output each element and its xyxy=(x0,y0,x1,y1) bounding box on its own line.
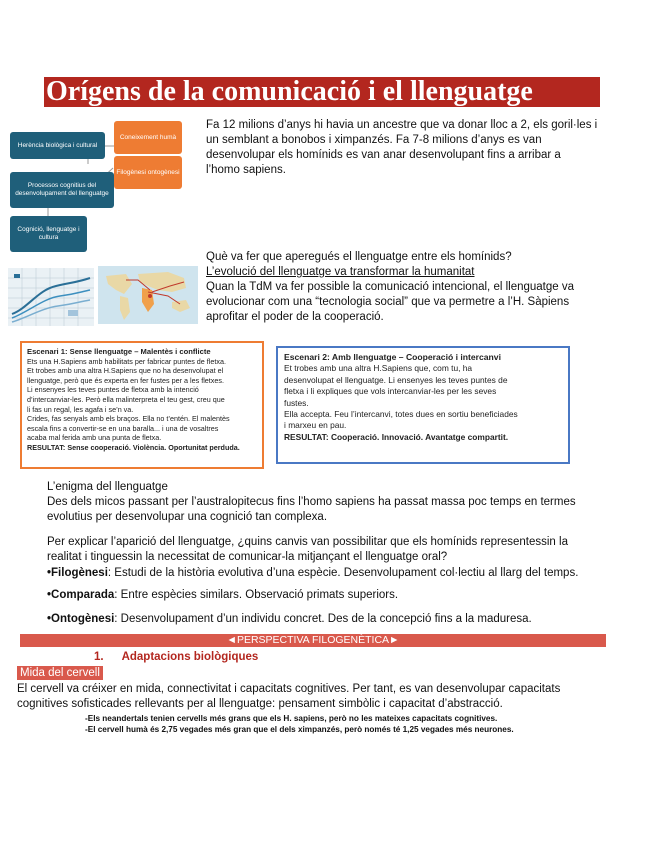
definition-comparada xyxy=(47,588,637,603)
migration-chart-image xyxy=(8,268,94,326)
scenario-2-line: i marxeu en pau. xyxy=(284,420,347,431)
subheading-mida-cervell: Mida del cervell xyxy=(17,666,103,680)
scenario-1-line: Crides, fas senyals amb els braços. Ella no t’entén. El malentès xyxy=(27,414,230,424)
explain-line: realitat i tinguessin la necessitat de comunicar-la mitjançant el llenguatge oral? xyxy=(47,551,448,563)
section-title: Adaptacions biològiques xyxy=(121,651,259,663)
enigma-line: Des dels micos passant per l’australopitecus fins l’homo sapiens ha passat massa poc temps en termes xyxy=(47,496,576,508)
notes xyxy=(85,713,625,735)
scenario-1-line: li fas un regal, les agafa i se’n va. xyxy=(27,404,134,414)
scenario-2-line: fletxa i li expliques que vols intercanviar-les per les seves xyxy=(284,386,497,397)
scenario-1-box xyxy=(20,341,264,469)
scenario-2-result: RESULTAT: Cooperació. Innovació. Avantatge compartit. xyxy=(284,431,509,442)
diagram-box-filogenesi: Filogènesi ontogènesi xyxy=(114,156,182,189)
scenario-1-result: RESULTAT: Sense cooperació. Violència. Oportunitat perduda. xyxy=(27,442,240,452)
question-line: Quan la TdM va fer possible la comunicació intencional, el llenguatge va xyxy=(206,281,574,293)
diagram-box-coneixement: Coneixement humà xyxy=(114,121,182,154)
question-paragraph xyxy=(206,250,626,325)
intro-line: un semblant a bonobos i ximpanzés. Fa 7-8 milions d’anys es van xyxy=(206,134,542,146)
enigma-section xyxy=(47,480,627,525)
perspective-band: ◄PERSPECTIVA FILOGENÈTICA► xyxy=(20,634,606,647)
note-line: -El cervell humà és 2,75 vegades més gran que el dels ximpanzés, però només té 1,25 vegades més neurones. xyxy=(85,725,514,734)
diagram-box-herencia: Herència biològica i cultural xyxy=(10,132,105,159)
question-line: Què va fer que aperegués el llenguatge entre els homínids? xyxy=(206,251,512,263)
scenario-2-line: fustes. xyxy=(284,397,309,408)
definition-text: : Entre espècies similars. Observació primats superiors. xyxy=(114,589,399,601)
scenario-2-box xyxy=(276,346,570,464)
definition-text: : Estudi de la història evolutiva d’una espècie. Desenvolupament col·lectiu al llarg del temps. xyxy=(107,567,579,579)
scenario-2-line: desenvolupat el llenguatge. Li ensenyes les teves puntes de xyxy=(284,374,508,385)
explain-paragraph xyxy=(47,535,627,565)
scenario-2-line: Et trobes amb una altra H.Sapiens que, com tu, ha xyxy=(284,363,473,374)
brain-line: cognitives sofisticades rellevants per al llenguatge: pensament simbòlic i capacitat d’abstracció. xyxy=(17,698,503,710)
definition-term: •Comparada xyxy=(47,589,115,601)
scenario-1-line: acaba mal ferida amb una punta de fletxa. xyxy=(27,433,162,443)
brain-line: El cervell va créixer en mida, connectivitat i capacitats cognitives. Per tant, es van desenvolupar capacitats xyxy=(17,683,561,695)
scenario-1-line: Ets una H.Sapiens amb habilitats per fabricar puntes de fletxa. xyxy=(27,356,226,366)
intro-line: Fa 12 milions d’anys hi havia un ancestre que va donar lloc a 2, els goril·les i xyxy=(206,119,598,131)
question-line: aprofitar el poder de la cooperació. xyxy=(206,311,384,323)
definition-text: : Desenvolupament d’un individu concret. Des de la concepció fins a la maduresa. xyxy=(114,613,532,625)
enigma-title: L’enigma del llenguatge xyxy=(47,481,168,493)
definition-ontogenesi xyxy=(47,612,637,627)
diagram-box-processos: Processos cognitius del desenvolupament del llenguatge xyxy=(10,172,114,208)
enigma-line: evolutius per desenvolupar una cognició tan complexa. xyxy=(47,511,328,523)
definition-term: •Ontogènesi xyxy=(47,613,115,625)
scenario-1-line: d’intercanviar-les. Però ella malinterpreta el teu gest, creu que xyxy=(27,394,225,404)
concept-diagram xyxy=(8,116,198,260)
intro-paragraph xyxy=(206,118,626,178)
scenario-1-line: Li ensenyes les teves puntes de fletxa amb la intenció xyxy=(27,385,199,395)
scenario-2-line: Ella accepta. Feu l’intercanvi, totes dues en sortiu beneficiades xyxy=(284,409,518,420)
scenario-1-line: escala fins a convertir-se en una baralla... i una de vosaltres xyxy=(27,423,219,433)
definition-filogenesi xyxy=(47,566,637,581)
scenario-1-line: llenguatge, però que és experta en fer fustes per a les fletxes. xyxy=(27,375,224,385)
scenario-1-heading: Escenari 1: Sense llenguatge – Malentès i conflicte xyxy=(27,347,211,356)
brain-paragraph xyxy=(17,682,637,712)
scenario-1-line: Et trobes amb una altra H.Sapiens que no ha desenvolupat el xyxy=(27,366,224,376)
question-line: evolucionar com una “tecnologia social” que va permetre a l’H. Sàpiens xyxy=(206,296,570,308)
intro-line: l’homo sapiens. xyxy=(206,164,286,176)
explain-line: Per explicar l’aparició del llenguatge, ¿quins canvis van possibilitar que els homínids representessin la xyxy=(47,536,568,548)
intro-line: desenvolupar els homínids es van anar desenvolupant fins a arribar a xyxy=(206,149,561,161)
question-subtitle: L’evolució del llenguatge va transformar la humanitat xyxy=(206,266,475,278)
section-heading xyxy=(94,650,258,664)
definition-term: •Filogènesi xyxy=(47,567,108,579)
scenario-2-heading: Escenari 2: Amb llenguatge – Cooperació i intercanvi xyxy=(284,352,501,362)
page-title: Orígens de la comunicació i el llenguatge xyxy=(44,77,600,107)
note-line: -Els neandertals tenien cervells més grans que els H. sapiens, però no les mateixes capacitats cognitives. xyxy=(85,714,498,723)
world-map-image xyxy=(98,266,198,324)
section-number: 1. xyxy=(94,651,104,663)
diagram-box-cognicio: Cognició, llenguatge i cultura xyxy=(10,216,87,252)
